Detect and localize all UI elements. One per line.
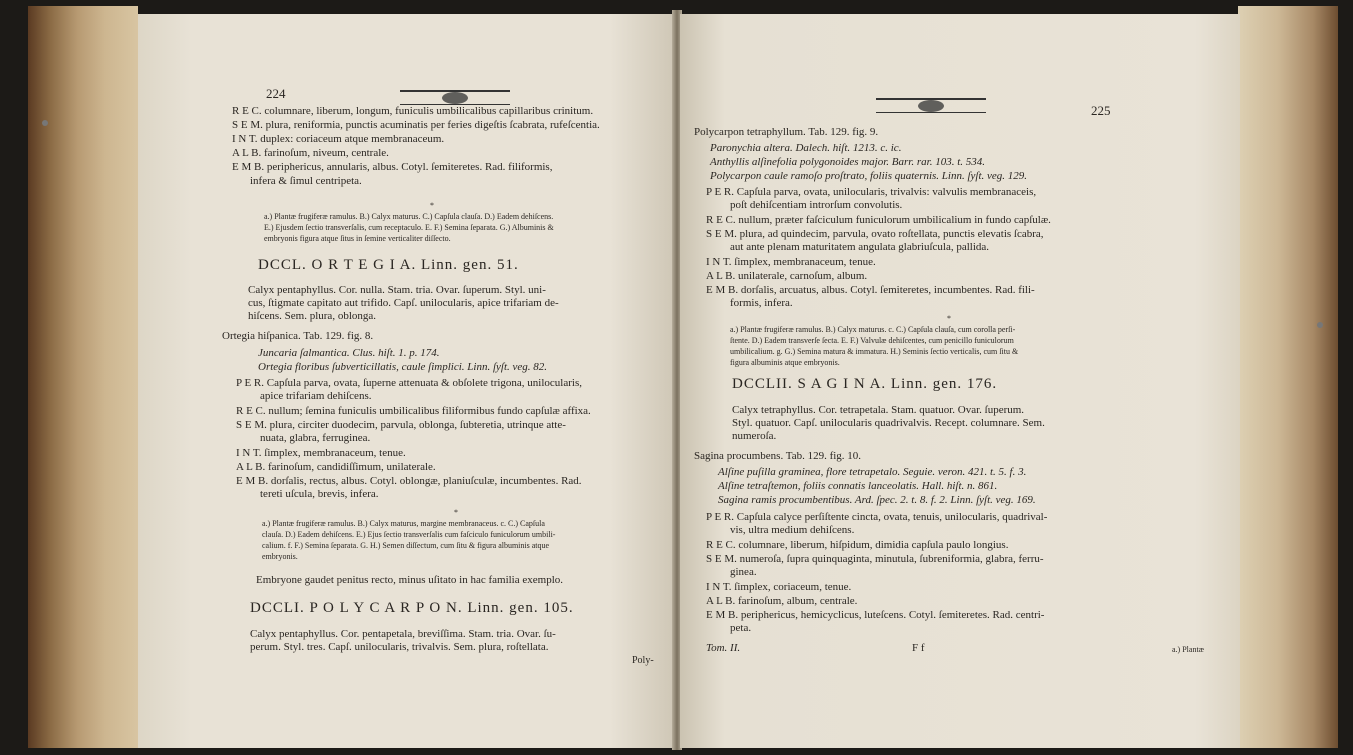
text-line: poſt dehiſcentiam introrſum convolutis.: [730, 199, 903, 211]
text-line: I N T. ſimplex, coriaceum, tenue.: [706, 581, 852, 593]
remark: Embryone gaudet penitus recto, minus uſitato in hac familia exemplo.: [256, 574, 564, 586]
synonym: Anthyllis alſinefolia polygonoides major. Barr. rar. 103. t. 534.: [710, 156, 986, 168]
margin-mark: [1317, 322, 1323, 328]
catchword: a.) Plantæ: [1172, 645, 1204, 654]
text-line: formis, infera.: [730, 297, 793, 309]
ornament-icon: [442, 92, 468, 104]
text-line: A L B. farinoſum, album, centrale.: [706, 595, 858, 607]
text-line: I N T. ſimplex, membranaceum, tenue.: [706, 256, 876, 268]
text-line: R E C. columnare, liberum, hiſpidum, dimidia capſula paulo longius.: [706, 539, 1009, 551]
footnote-line: a.) Plantæ frugiferæ ramulus. B.) Calyx maturus. c. C.) Capſula clauſa, cum corolla perſi-: [730, 325, 1016, 334]
text-line: Styl. quatuor. Capſ. unilocularis quadrivalvis. Recept. columnare. Sem.: [732, 417, 1045, 429]
signature-mark: F f: [912, 642, 925, 654]
text-line: A L B. unilaterale, carnoſum, album.: [706, 270, 868, 282]
text-line: I N T. ſimplex, membranaceum, tenue.: [236, 447, 406, 459]
synonym: Ortegia floribus ſubverticillatis, caule ſimplici. Linn. ſyſt. veg. 82.: [258, 361, 548, 373]
genus-heading: DCCL. O R T E G I A. Linn. gen. 51.: [258, 257, 519, 273]
footnote-line: calium. f. F.) Semina ſeparata. G. H.) Semen diſſectum, cum ſitu & figura albuminis atque: [262, 541, 550, 550]
text-line: perum. Styl. tres. Capſ. unilocularis, trivalvis. Sem. plura, roſtellata.: [250, 641, 549, 653]
left-page: [138, 14, 674, 748]
text-line: A L B. farinoſum, niveum, centrale.: [232, 147, 389, 159]
footnote-line: E.) Ejusdem ſectio transverſalis, cum receptaculo. E. F.) Semina ſeparata. G.) Albuminis &: [264, 223, 554, 232]
text-line: tereti uſcula, brevis, infera.: [260, 488, 379, 500]
synonym: Paronychia altera. Dalech. hiſt. 1213. c. ic.: [710, 142, 902, 154]
text-line: I N T. duplex: coriaceum atque membranaceum.: [232, 133, 445, 145]
synonym: Alſine tetraſtemon, foliis connatis lanceolatis. Hall. hiſt. n. 861.: [718, 480, 998, 492]
footnote-line: a.) Plantæ frugiferæ ramulus. B.) Calyx maturus, margine membranaceus. c. C.) Capſula: [262, 519, 545, 528]
text-line: E M B. periphericus, hemicyclicus, luteſcens. Cotyl. ſemiteretes. Rad. centri-: [706, 609, 1045, 621]
page-edges-right: [1238, 6, 1338, 748]
text-line: vis, ultra medium dehiſcens.: [730, 524, 855, 536]
ornament-left: [400, 90, 510, 105]
synonym: Alſine puſilla graminea, flore tetrapetalo. Seguie. veron. 421. t. 5. f. 3.: [718, 466, 1027, 478]
text-line: S E M. numeroſa, ſupra quinquaginta, minutula, ſubreniformia, glabra, ferru-: [706, 553, 1044, 565]
page-number-left: 224: [266, 86, 286, 101]
text-line: A L B. farinoſum, candidiſſimum, unilaterale.: [236, 461, 436, 473]
genus-heading: DCCLII. S A G I N A. Linn. gen. 176.: [732, 376, 998, 392]
footnote-line: clauſa. D.) Eadem dehiſcens. E.) Ejus ſectio transverſalis cum faſciculo funiculorum umbili-: [262, 530, 556, 539]
text-line: S E M. plura, reniformia, punctis acuminatis per feries digeſtis ſcabrata, rufeſcentia.: [232, 119, 600, 131]
catchword: Poly-: [632, 655, 654, 666]
ornament-right: [876, 98, 986, 113]
text-line: peta.: [730, 622, 752, 634]
footnote-line: embryonis.: [262, 552, 298, 561]
text-line: R E C. nullum, præter faſciculum funiculorum umbilicalium in fundo capſulæ.: [706, 214, 1051, 226]
species-name: Polycarpon tetraphyllum. Tab. 129. fig. 9.: [694, 126, 879, 138]
text-line: P E R. Capſula parva, ovata, unilocularis, trivalvis: valvulis membranaceis,: [706, 186, 1037, 198]
volume-label: Tom. II.: [706, 642, 741, 654]
footnote-line: figura albuminis atque embryonis.: [730, 358, 840, 367]
text-line: cus, ſtigmate capitato aut trifido. Capſ. unilocularis, apice trifariam de-: [248, 297, 559, 309]
margin-mark: [42, 120, 48, 126]
synonym: Juncaria ſalmantica. Clus. hiſt. 1. p. 174.: [258, 347, 440, 359]
text-line: P E R. Capſula parva, ovata, ſuperne attenuata & obſolete trigona, unilocularis,: [236, 377, 582, 389]
species-name: Sagina procumbens. Tab. 129. fig. 10.: [694, 450, 862, 462]
footnote-line: a.) Plantæ frugiferæ ramulus. B.) Calyx maturus. C.) Capſula clauſa. D.) Eadem dehiſcens.: [264, 212, 554, 221]
text-line: S E M. plura, ad quindecim, parvula, ovato roſtellata, punctis elevatis ſcabra,: [706, 228, 1044, 240]
text-line: Calyx pentaphyllus. Cor. pentapetala, breviſſima. Stam. tria. Ovar. ſu-: [250, 628, 556, 640]
ornament-icon: [918, 100, 944, 112]
synonym: Polycarpon caule ramoſo proſtrato, foliis quaternis. Linn. ſyſt. veg. 129.: [710, 170, 1028, 182]
asterisk: *: [454, 508, 458, 517]
text-line: aut ante plenam maturitatem angulata glabriuſcula, pallida.: [730, 241, 990, 253]
text-line: R E C. nullum; ſemina funiculis umbilicalibus filiformibus fundo capſulæ affixa.: [236, 405, 591, 417]
text-line: Calyx tetraphyllus. Cor. tetrapetala. Stam. quatuor. Ovar. ſuperum.: [732, 404, 1025, 416]
text-line: apice trifariam dehiſcens.: [260, 390, 372, 402]
asterisk: *: [947, 314, 951, 323]
text-line: hiſcens. Sem. plura, oblonga.: [248, 310, 377, 322]
text-line: E M B. periphericus, annularis, albus. Cotyl. ſemiteretes. Rad. filiformis,: [232, 161, 553, 173]
footnote-line: ſtente. D.) Eadem transverſe ſecta. E. F.) Valvulæ dehiſcentes, cum penicillo funiculorum: [730, 336, 1014, 345]
synonym: Sagina ramis procumbentibus. Ard. ſpec. 2. t. 8. f. 2. Linn. ſyſt. veg. 169.: [718, 494, 1036, 506]
text-line: E M B. dorſalis, rectus, albus. Cotyl. oblongæ, planiuſculæ, incumbentes. Rad.: [236, 475, 582, 487]
footnote-line: embryonis figura atque ſitus in ſemine verticaliter diſſecto.: [264, 234, 451, 243]
text-line: infera & ſimul centripeta.: [250, 175, 362, 187]
text-line: numeroſa.: [732, 430, 777, 442]
footnote-line: umbilicalium. g. G.) Semina matura & immatura. H.) Seminis ſectio verticalis, cum ſitu &: [730, 347, 1019, 356]
asterisk: *: [430, 201, 434, 210]
species-name: Ortegia hiſpanica. Tab. 129. fig. 8.: [222, 330, 374, 342]
text-line: Calyx pentaphyllus. Cor. nulla. Stam. tria. Ovar. ſuperum. Styl. uni-: [248, 284, 546, 296]
text-line: ginea.: [730, 566, 757, 578]
page-number-right: 225: [1091, 103, 1111, 118]
text-line: E M B. dorſalis, arcuatus, albus. Cotyl. ſemiteretes, incumbentes. Rad. fili-: [706, 284, 1035, 296]
text-line: P E R. Capſula calyce perſiſtente cincta, ovata, tenuis, unilocularis, quadrival-: [706, 511, 1048, 523]
genus-heading: DCCLI. P O L Y C A R P O N. Linn. gen. 105.: [250, 600, 574, 616]
text-line: nuata, glabra, ferruginea.: [260, 432, 371, 444]
page-edges-left: [28, 6, 138, 748]
text-line: S E M. plura, circiter duodecim, parvula, oblonga, ſubteretia, utrinque atte-: [236, 419, 566, 431]
text-line: R E C. columnare, liberum, longum, funiculis umbilicalibus capillaribus crinitum.: [232, 105, 594, 117]
right-page: [680, 14, 1240, 748]
